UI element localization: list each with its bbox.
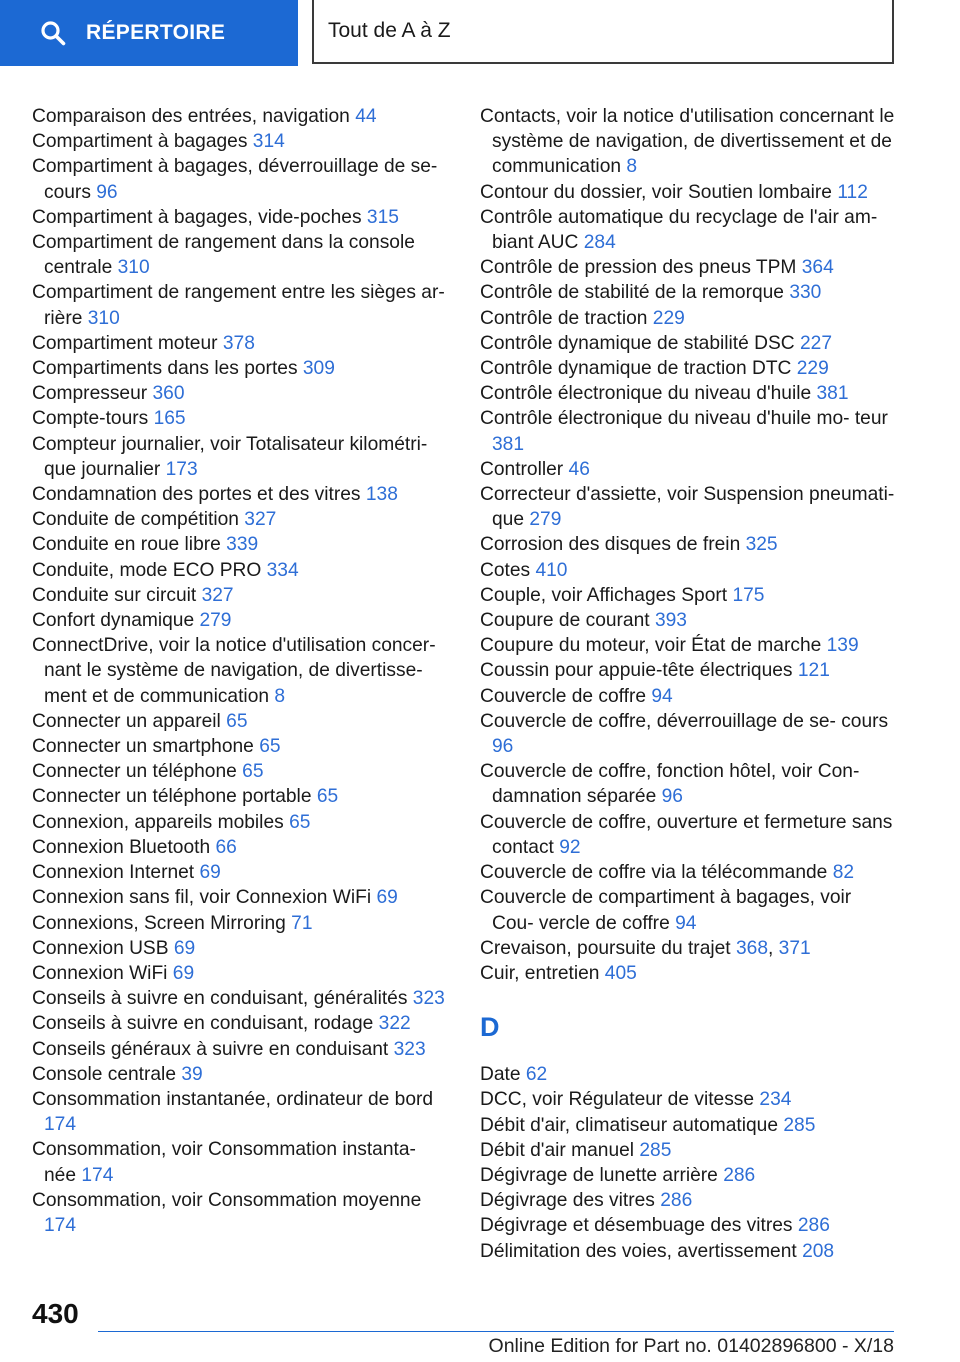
index-entry-text: Cuir, entretien: [480, 962, 600, 984]
page-link[interactable]: 121: [797, 660, 830, 682]
index-group-d: [480, 1062, 898, 1264]
index-entry-text: Consommation, voir Consommation moyenne: [32, 1189, 422, 1211]
index-entry: [480, 280, 898, 305]
index-entry: [480, 759, 898, 809]
index-entry: [32, 432, 450, 482]
index-entry: [480, 532, 898, 557]
index-entry-text: Console centrale: [32, 1063, 176, 1085]
index-entry: [480, 1163, 898, 1188]
index-entry: [480, 1113, 898, 1138]
index-entry: [32, 1011, 450, 1036]
page-link[interactable]: 393: [654, 610, 687, 632]
page-link[interactable]: 368: [735, 937, 768, 959]
page-link[interactable]: 174: [81, 1164, 114, 1186]
search-icon: [40, 20, 66, 46]
search-index-button[interactable]: [0, 0, 298, 66]
page-link[interactable]: 364: [801, 257, 834, 279]
index-entry-text: Controller: [480, 458, 564, 480]
index-entry: [32, 558, 450, 583]
index-entry-text: Compartiment moteur: [32, 332, 218, 354]
index-entry-text: Dégivrage des vitres: [480, 1190, 655, 1212]
index-entry-text: Coupure de courant: [480, 610, 650, 632]
page-link[interactable]: 139: [826, 635, 859, 657]
page-link[interactable]: 65: [242, 761, 264, 783]
page-link[interactable]: 62: [525, 1064, 548, 1086]
index-entry-text: Dégivrage de lunette arrière: [480, 1164, 718, 1186]
page-link[interactable]: 229: [652, 307, 685, 329]
page-link[interactable]: 286: [723, 1164, 756, 1186]
page-link[interactable]: 174: [44, 1114, 77, 1136]
index-entry: [480, 1239, 898, 1264]
page-link[interactable]: 96: [96, 181, 118, 203]
index-entry: [32, 608, 450, 633]
page-link[interactable]: 381: [816, 383, 849, 405]
index-entry-text: Contrôle de pression des pneus TPM: [480, 257, 797, 279]
page-link[interactable]: 285: [783, 1114, 816, 1136]
index-entry: [32, 1037, 450, 1062]
index-entry: [32, 1062, 450, 1087]
page-link[interactable]: 371: [778, 937, 811, 959]
index-entry-text: Connexion, appareils mobiles: [32, 811, 284, 833]
index-entry: [32, 507, 450, 532]
index-entry: [32, 810, 450, 835]
index-entry-text: Contour du dossier, voir Soutien lombaire: [480, 181, 832, 203]
page-link[interactable]: 315: [366, 206, 399, 228]
index-entry: [32, 860, 450, 885]
index-entry: [32, 986, 450, 1011]
index-entry-text: Contrôle de traction: [480, 307, 648, 329]
page-link[interactable]: 227: [799, 332, 832, 354]
index-entry-text: Contrôle de stabilité de la remorque: [480, 282, 784, 304]
index-entry: [480, 583, 898, 608]
index-entry: [32, 230, 450, 280]
page-link[interactable]: 8: [626, 156, 638, 178]
index-entry-text: Conduite, mode ECO PRO: [32, 559, 262, 581]
index-entry-text: Couvercle de coffre via la télécommande: [480, 862, 828, 884]
page-link[interactable]: 327: [244, 509, 277, 531]
index-entry-text: Contrôle automatique du recyclage de l'air am‐ biant AUC: [480, 206, 878, 254]
index-entry-text: Contrôle dynamique de stabilité DSC: [480, 332, 795, 354]
index-entry: [480, 961, 898, 986]
index-entry-text: Connexion WiFi: [32, 962, 168, 984]
index-entry: [480, 608, 898, 633]
index-entry-text: Compartiment de rangement entre les sièges ar‐ rière: [32, 282, 445, 329]
index-entry-text: Condamnation des portes et des vitres: [32, 484, 361, 506]
index-entry: [480, 306, 898, 331]
index-entry-text: Conduite en roue libre: [32, 534, 221, 556]
page-link[interactable]: 44: [355, 106, 377, 127]
index-entry: [480, 684, 898, 709]
page-link[interactable]: 94: [651, 685, 673, 707]
page-link[interactable]: 175: [732, 584, 765, 606]
index-entry: [32, 734, 450, 759]
page-link[interactable]: 323: [412, 988, 445, 1010]
footer-divider: [98, 1331, 894, 1332]
index-entry: [480, 558, 898, 583]
page-link[interactable]: 378: [222, 332, 255, 354]
index-entry-text: Consommation, voir Consommation instanta‐ née: [32, 1139, 416, 1186]
index-entry-text: Conduite sur circuit: [32, 584, 197, 606]
page-link[interactable]: 310: [87, 307, 120, 329]
index-entry-text: Compartiment à bagages, déverrouillage de se‐ cours: [32, 156, 438, 203]
index-entry: [32, 104, 450, 129]
page-link[interactable]: 310: [117, 257, 150, 279]
index-entry-text: Débit d'air manuel: [480, 1139, 635, 1161]
page-link[interactable]: 96: [492, 736, 514, 758]
index-entry-text: Débit d'air, climatiseur automatique: [480, 1114, 779, 1136]
index-entry: [480, 633, 898, 658]
index-entry-text: Cotes: [480, 559, 531, 581]
page-link[interactable]: 405: [604, 962, 637, 984]
index-entry: [480, 406, 898, 456]
index-entry: [32, 331, 450, 356]
index-entry: [32, 759, 450, 784]
index-entry: [480, 1087, 898, 1112]
index-entry: [32, 129, 450, 154]
page-link[interactable]: 323: [393, 1038, 426, 1060]
index-entry-text: Contrôle dynamique de traction DTC: [480, 358, 792, 380]
index-entry: [32, 532, 450, 557]
index-entry-text: Connexion Internet: [32, 862, 195, 884]
index-entry: [480, 885, 898, 935]
page-link[interactable]: 285: [639, 1139, 672, 1161]
index-entry: [32, 1137, 450, 1187]
index-entry: [32, 154, 450, 204]
page-link[interactable]: 65: [316, 786, 339, 808]
page-link[interactable]: 165: [153, 408, 186, 430]
index-entry-text: Correcteur d'assiette, voir Suspension pneumati‐ que: [480, 484, 895, 531]
index-entry: [480, 482, 898, 532]
page-link[interactable]: 360: [152, 383, 185, 405]
page-link[interactable]: 314: [252, 131, 285, 153]
page-link[interactable]: 69: [376, 887, 398, 909]
index-entry-text: Délimitation des voies, avertissement: [480, 1240, 797, 1262]
index-entry-text: Couvercle de coffre, ouverture et fermeture sans contact: [480, 811, 893, 858]
page-link[interactable]: 39: [181, 1063, 203, 1085]
index-entry: [480, 1188, 898, 1213]
index-entry: [480, 1138, 898, 1163]
page-link[interactable]: 96: [661, 786, 683, 808]
index-entry-text: Connecter un téléphone portable: [32, 786, 312, 808]
index-entry: [32, 911, 450, 936]
index-entry: [480, 810, 898, 860]
index-entry-text: Couvercle de compartiment à bagages, voir Cou‐ vercle de coffre: [480, 887, 852, 934]
page-link[interactable]: 322: [378, 1013, 411, 1035]
index-entry-text: Couvercle de coffre, déverrouillage de se‐ cours: [480, 710, 889, 732]
page-link[interactable]: 65: [259, 736, 281, 758]
index-entry: [32, 482, 450, 507]
index-entry-text: Consommation instantanée, ordinateur de bord: [32, 1088, 434, 1110]
index-entry-text: Comparaison des entrées, navigation: [32, 106, 350, 127]
page-link[interactable]: 65: [226, 710, 248, 732]
index-entry-text: Conseils à suivre en conduisant, généralités: [32, 988, 408, 1010]
index-column-right: [480, 104, 898, 1264]
index-entry-text: Connexion sans fil, voir Connexion WiFi: [32, 887, 372, 909]
index-group-c: [480, 104, 898, 986]
page-link[interactable]: 174: [44, 1214, 77, 1236]
index-entry-text: Couvercle de coffre: [480, 685, 647, 707]
index-entry-text: Couple, voir Affichages Sport: [480, 584, 728, 606]
index-entry: [32, 936, 450, 961]
index-entry-text: Corrosion des disques de frein: [480, 534, 741, 556]
index-entry-text: Dégivrage et désembuage des vitres: [480, 1215, 793, 1237]
index-entry-text: Confort dynamique: [32, 610, 195, 632]
index-column-left: [32, 104, 450, 1238]
index-entry: [480, 381, 898, 406]
index-entry: [32, 381, 450, 406]
index-entry: [32, 961, 450, 986]
index-entry-text: Contrôle électronique du niveau d'huile: [480, 383, 812, 405]
footer-edition-text: Online Edition for Part no. 01402896800 - X/18: [488, 1335, 894, 1357]
page-link[interactable]: 325: [745, 534, 778, 556]
index-entry: [32, 835, 450, 860]
index-entry: [32, 885, 450, 910]
index-entry-text: Connecter un téléphone: [32, 761, 237, 783]
header: [0, 0, 960, 66]
index-entry-text: Contrôle électronique du niveau d'huile mo‐ teur: [480, 408, 888, 430]
index-entry-text: Crevaison, poursuite du trajet: [480, 937, 731, 959]
index-entry-text: ConnectDrive, voir la notice d'utilisation concer‐ nant le système de navigation, de divertisse‐ ment et de communication: [32, 635, 436, 707]
index-entry-text: Connexion Bluetooth: [32, 836, 211, 858]
index-entry-text: Connecter un appareil: [32, 710, 221, 732]
page-link[interactable]: 334: [266, 559, 299, 581]
page-number: 430: [32, 1298, 79, 1329]
index-entry: [480, 1213, 898, 1238]
index-entry-text: Compartiment de rangement dans la console centrale: [32, 232, 415, 279]
index-entry-text: Couvercle de coffre, fonction hôtel, voir Con‐ damnation séparée: [480, 761, 860, 808]
index-entry-text: Compartiment à bagages, vide-poches: [32, 206, 362, 228]
index-entry-text: DCC, voir Régulateur de vitesse: [480, 1089, 755, 1111]
index-entry-text: Compteur journalier, voir Totalisateur kilométri‐ que journalier: [32, 433, 428, 480]
search-index-label: RÉPERTOIRE: [86, 21, 226, 44]
index-entry: Crevaison, poursuite du trajet 368, 371: [480, 937, 811, 959]
page-link[interactable]: 69: [173, 937, 196, 959]
index-entry-text: Compartiment à bagages: [32, 131, 248, 153]
page-link[interactable]: 92: [559, 836, 581, 858]
page-link[interactable]: 71: [291, 912, 313, 934]
page-link[interactable]: 286: [660, 1190, 693, 1212]
index-entry-text: Compresseur: [32, 383, 148, 405]
page-link[interactable]: 8: [274, 685, 286, 707]
page-link[interactable]: 69: [172, 962, 195, 984]
index-entry: [32, 406, 450, 431]
index-entry: [32, 1087, 450, 1137]
page-link[interactable]: 138: [365, 484, 398, 506]
index-entry: [32, 356, 450, 381]
index-entry: [480, 331, 898, 356]
page-link[interactable]: 279: [199, 610, 232, 632]
index-entry: [480, 104, 898, 180]
page-link[interactable]: 229: [796, 358, 829, 380]
page-link[interactable]: 112: [837, 181, 868, 203]
index-entry: [32, 709, 450, 734]
index-entry: [480, 180, 898, 205]
page-link[interactable]: 94: [675, 912, 697, 934]
index-entry-text: Compte-tours: [32, 408, 149, 430]
page-link[interactable]: 381: [492, 433, 525, 455]
page-link[interactable]: 82: [832, 862, 855, 884]
index-entry: [32, 583, 450, 608]
index-entry: [480, 1062, 898, 1087]
page-title: Tout de A à Z: [312, 0, 894, 64]
index-entry: [480, 709, 898, 759]
page-link[interactable]: 284: [583, 232, 616, 254]
index-entry: [32, 633, 450, 709]
page-link[interactable]: 279: [529, 509, 562, 531]
page-link[interactable]: 410: [535, 559, 568, 581]
index-entry: [32, 1188, 450, 1238]
index-entry: [480, 658, 898, 683]
index-entry-text: Connexions, Screen Mirroring: [32, 912, 286, 934]
index-entry: [480, 457, 898, 482]
index-entry: [480, 255, 898, 280]
index-entry-text: Conseils généraux à suivre en conduisant: [32, 1038, 389, 1060]
page-link[interactable]: 286: [797, 1215, 830, 1237]
index-entry: [32, 280, 450, 330]
index-entry-text: Contacts, voir la notice d'utilisation concernant le système de navigation, de divertissement et de communication: [480, 106, 895, 178]
page-link[interactable]: 327: [201, 584, 234, 606]
index-entry: [32, 205, 450, 230]
page-link[interactable]: 208: [802, 1240, 835, 1262]
index-entry: [480, 356, 898, 381]
page-link[interactable]: 309: [302, 358, 335, 380]
page-link[interactable]: 234: [759, 1089, 792, 1111]
page-link[interactable]: 330: [789, 282, 822, 304]
index-entry-text: Compartiments dans les portes: [32, 358, 298, 380]
page-link[interactable]: 46: [568, 458, 590, 480]
index-entry: [480, 205, 898, 255]
page-link[interactable]: 65: [289, 811, 311, 833]
index-entry-text: Coussin pour appuie-tête électriques: [480, 660, 793, 682]
section-letter-d: D: [480, 1012, 500, 1043]
page-link[interactable]: 339: [226, 534, 259, 556]
page-link[interactable]: 173: [165, 458, 198, 480]
index-entry-text: Date: [480, 1064, 521, 1086]
index-entry-text: Conduite de compétition: [32, 509, 239, 531]
index-entry-text: Connexion USB: [32, 937, 169, 959]
page-link[interactable]: 66: [215, 836, 237, 858]
index-entry-text: Connecter un smartphone: [32, 736, 254, 758]
index-entry-text: Conseils à suivre en conduisant, rodage: [32, 1013, 374, 1035]
index-entry-text: Coupure du moteur, voir État de marche: [480, 635, 822, 657]
index-entry: [32, 784, 450, 809]
index-entry: [480, 860, 898, 885]
page-link[interactable]: 69: [199, 862, 221, 884]
